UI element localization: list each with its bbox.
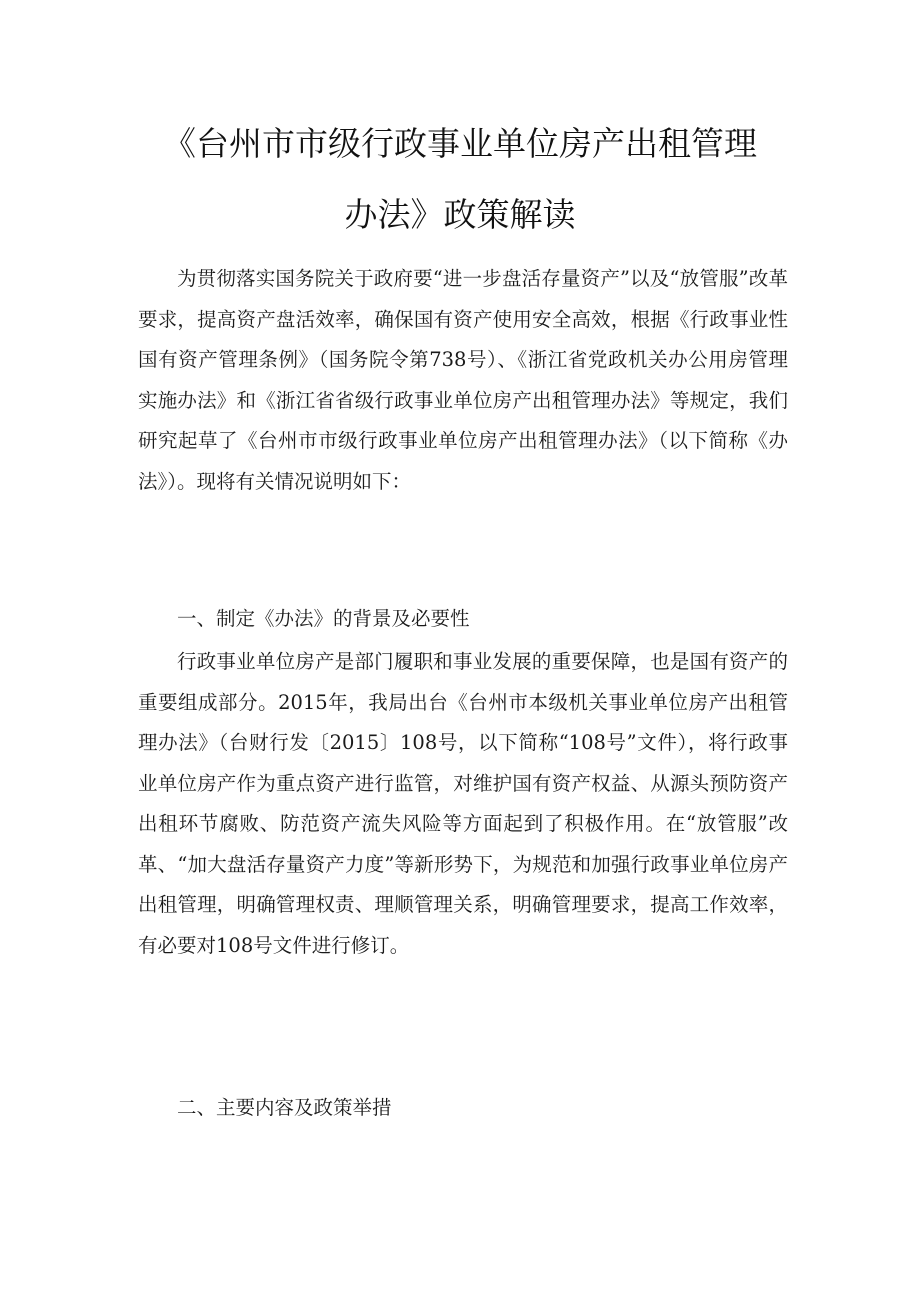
document-title-line-2: 办法》政策解读 xyxy=(344,195,576,234)
section-2-heading: 二、主要内容及政策举措 xyxy=(177,1096,392,1119)
intro-paragraph: 为贯彻落实国务院关于政府要“进一步盘活存量资产”以及“放管服”改革要求，提高资产盘活效率，确保国有资产使用安全高效，根据《行政事业性国有资产管理条例》（国务院令第738号）、《浙江省党政机关办公用房管理实施办法》和《浙江省省级行政事业单位房产出租管理办法》等规定，我们研究起草了《台州市市级行政事业单位房产出租管理办法》（以下简称《办法》）。现将有关情况说明如下： xyxy=(138,267,788,493)
document-title-line-1: 《台州市市级行政事业单位房产出租管理 xyxy=(163,124,757,163)
section-1-paragraph: 行政事业单位房产是部门履职和事业发展的重要保障，也是国有资产的重要组成部分。2015年，我局出台《台州市本级机关事业单位房产出租管理办法》（台财行发〔2015〕108号，以下简称“108号”文件），将行政事业单位房产作为重点资产进行监管，对维护国有资产权益、从源头预防资产出租环节腐败、防范资产流失风险等方面起到了积极作用。在“放管服”改革、“加大盘活存量资产力度”等新形势下，为规范和加强行政事业单位房产出租管理，明确管理权责、理顺管理关系，明确管理要求，提高工作效率，有必要对108号文件进行修订。 xyxy=(138,650,788,957)
section-1-heading: 一、制定《办法》的背景及必要性 xyxy=(177,607,470,630)
